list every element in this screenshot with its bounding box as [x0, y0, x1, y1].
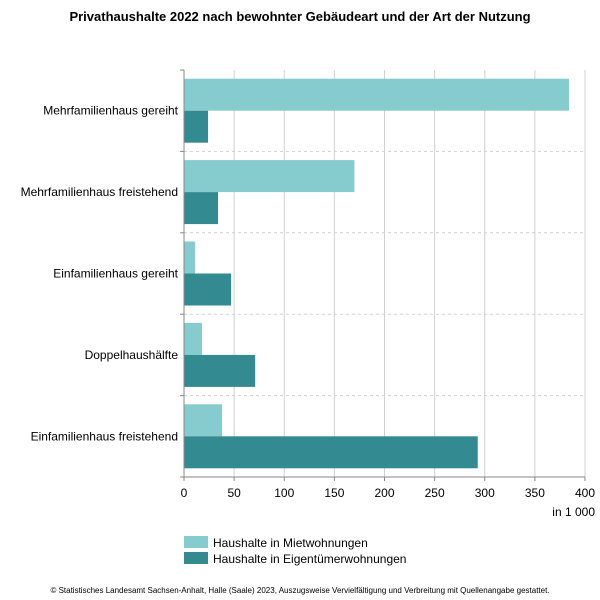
bar — [184, 79, 569, 111]
legend — [184, 536, 406, 566]
bar — [184, 323, 202, 355]
legend-swatch — [184, 552, 208, 564]
bar — [184, 404, 222, 436]
bar — [184, 242, 195, 274]
x-tick-label: 350 — [524, 486, 545, 500]
legend-swatch — [184, 536, 208, 548]
copyright-footer: © Statistisches Landesamt Sachsen-Anhalt, Halle (Saale) 2023, Auszugsweise Vervielfältigung und Verbreitung mit Quellenangabe gestattet. — [50, 586, 550, 595]
legend-label: Haushalte in Mietwohnungen — [213, 536, 368, 550]
bar — [184, 436, 478, 468]
x-axis-unit-label: in 1 000 — [552, 505, 595, 519]
x-tick-label: 150 — [324, 486, 345, 500]
x-tick-label: 50 — [227, 486, 241, 500]
bar — [184, 111, 208, 143]
bars — [184, 79, 569, 469]
grid-lines — [184, 70, 585, 477]
category-labels — [21, 104, 179, 444]
x-tick-label: 100 — [274, 486, 295, 500]
x-tick-label: 250 — [424, 486, 445, 500]
category-label: Einfamilienhaus gereiht — [53, 266, 178, 281]
chart-title: Privathaushalte 2022 nach bewohnter Gebäudeart und der Art der Nutzung — [69, 9, 531, 24]
category-label: Mehrfamilienhaus freistehend — [20, 185, 178, 200]
axes — [180, 70, 585, 481]
bar — [184, 192, 218, 224]
bar — [184, 160, 354, 192]
x-tick-label: 400 — [574, 486, 596, 500]
x-tick-label: 200 — [374, 486, 395, 500]
category-label: Einfamilienhaus freistehend — [30, 429, 178, 444]
bar — [184, 274, 231, 306]
category-label: Mehrfamilienhaus gereiht — [43, 103, 178, 118]
category-label: Doppelhaushälfte — [84, 347, 178, 362]
legend-label: Haushalte in Eigentümerwohnungen — [213, 552, 407, 566]
x-tick-labels — [181, 486, 596, 500]
bar — [184, 355, 255, 387]
x-tick-label: 0 — [180, 486, 188, 500]
x-tick-label: 300 — [474, 486, 495, 500]
